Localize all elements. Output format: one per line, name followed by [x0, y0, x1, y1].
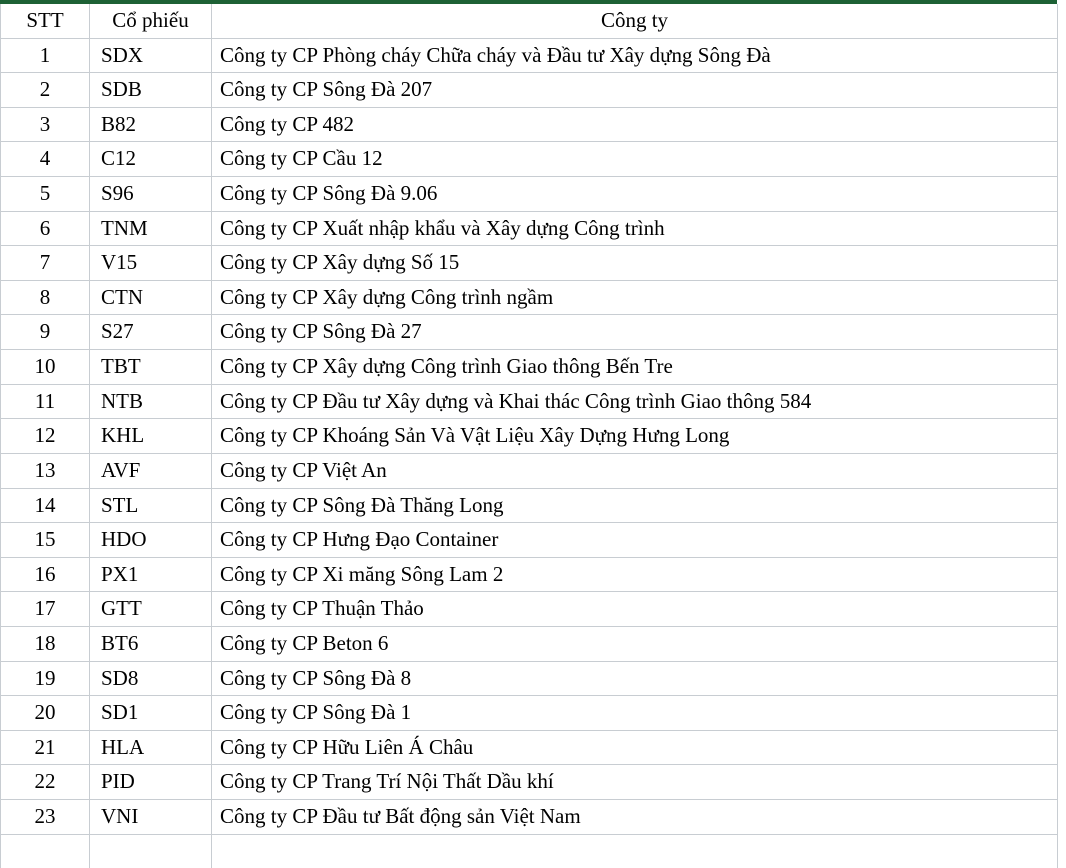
cell-company: Công ty CP Hữu Liên Á Châu [212, 730, 1058, 765]
cell-symbol: S96 [90, 177, 212, 212]
cell-symbol: KHL [90, 419, 212, 454]
cell-stt: 18 [1, 626, 90, 661]
table-row [1, 523, 1058, 558]
cell-symbol: AVF [90, 453, 212, 488]
cell-stt: 14 [1, 488, 90, 523]
table-row [1, 661, 1058, 696]
table-row [1, 211, 1058, 246]
cell-company: Công ty CP Sông Đà 27 [212, 315, 1058, 350]
cell-stt: 23 [1, 800, 90, 835]
table-row [1, 419, 1058, 454]
table-row [1, 350, 1058, 385]
cell-company: Công ty CP 482 [212, 107, 1058, 142]
cell-company [212, 834, 1058, 868]
cell-stt: 19 [1, 661, 90, 696]
cell-company: Công ty CP Xây dựng Công trình ngầm [212, 280, 1058, 315]
cell-symbol: CTN [90, 280, 212, 315]
table-row [1, 38, 1058, 73]
column-header-stt: STT [1, 4, 90, 38]
cell-company: Công ty CP Xuất nhập khẩu và Xây dựng Công trình [212, 211, 1058, 246]
cell-stt: 4 [1, 142, 90, 177]
cell-stt: 2 [1, 73, 90, 108]
cell-symbol: S27 [90, 315, 212, 350]
cell-stt: 16 [1, 557, 90, 592]
cell-symbol: C12 [90, 142, 212, 177]
table-row [1, 142, 1058, 177]
cell-company: Công ty CP Xi măng Sông Lam 2 [212, 557, 1058, 592]
table-row [1, 177, 1058, 212]
cell-symbol: TNM [90, 211, 212, 246]
cell-symbol: B82 [90, 107, 212, 142]
cell-symbol: SDB [90, 73, 212, 108]
cell-company: Công ty CP Sông Đà 8 [212, 661, 1058, 696]
cell-company: Công ty CP Xây dựng Số 15 [212, 246, 1058, 281]
cell-symbol: NTB [90, 384, 212, 419]
cell-symbol: BT6 [90, 626, 212, 661]
cell-stt: 9 [1, 315, 90, 350]
cell-symbol: VNI [90, 800, 212, 835]
cell-company: Công ty CP Hưng Đạo Container [212, 523, 1058, 558]
cell-company: Công ty CP Thuận Thảo [212, 592, 1058, 627]
cell-company: Công ty CP Đầu tư Xây dựng và Khai thác Công trình Giao thông 584 [212, 384, 1058, 419]
table-row [1, 453, 1058, 488]
cell-stt: 12 [1, 419, 90, 454]
top-rule-gap [1057, 0, 1066, 4]
cell-company: Công ty CP Sông Đà 207 [212, 73, 1058, 108]
table-row [1, 592, 1058, 627]
cell-symbol: SD8 [90, 661, 212, 696]
cell-stt: 15 [1, 523, 90, 558]
cell-symbol: TBT [90, 350, 212, 385]
cell-company: Công ty CP Sông Đà 1 [212, 696, 1058, 731]
table-row [1, 246, 1058, 281]
cell-stt: 13 [1, 453, 90, 488]
table-row [1, 834, 1058, 868]
cell-stt: 10 [1, 350, 90, 385]
cell-stt [1, 834, 90, 868]
cell-company: Công ty CP Việt An [212, 453, 1058, 488]
cell-symbol: STL [90, 488, 212, 523]
cell-symbol: SDX [90, 38, 212, 73]
table-row [1, 696, 1058, 731]
table-row [1, 280, 1058, 315]
table-row [1, 730, 1058, 765]
cell-company: Công ty CP Khoáng Sản Và Vật Liệu Xây Dựng Hưng Long [212, 419, 1058, 454]
cell-symbol: PID [90, 765, 212, 800]
cell-symbol: V15 [90, 246, 212, 281]
cell-company: Công ty CP Trang Trí Nội Thất Dầu khí [212, 765, 1058, 800]
table-body [1, 38, 1058, 868]
column-header-company: Công ty [212, 4, 1058, 38]
table-row [1, 626, 1058, 661]
cell-company: Công ty CP Phòng cháy Chữa cháy và Đầu tư Xây dựng Sông Đà [212, 38, 1058, 73]
cell-symbol: HDO [90, 523, 212, 558]
cell-symbol [90, 834, 212, 868]
cell-company: Công ty CP Sông Đà Thăng Long [212, 488, 1058, 523]
cell-symbol: PX1 [90, 557, 212, 592]
cell-stt: 17 [1, 592, 90, 627]
cell-company: Công ty CP Xây dựng Công trình Giao thông Bến Tre [212, 350, 1058, 385]
cell-symbol: GTT [90, 592, 212, 627]
cell-company: Công ty CP Beton 6 [212, 626, 1058, 661]
table-header [1, 4, 1058, 38]
cell-stt: 1 [1, 38, 90, 73]
table-header-row [1, 4, 1058, 38]
table-row [1, 765, 1058, 800]
column-header-symbol: Cổ phiếu [90, 4, 212, 38]
cell-stt: 22 [1, 765, 90, 800]
cell-symbol: SD1 [90, 696, 212, 731]
table-row [1, 315, 1058, 350]
cell-stt: 6 [1, 211, 90, 246]
cell-stt: 8 [1, 280, 90, 315]
table-row [1, 557, 1058, 592]
table-row [1, 384, 1058, 419]
cell-company: Công ty CP Sông Đà 9.06 [212, 177, 1058, 212]
cell-company: Công ty CP Cầu 12 [212, 142, 1058, 177]
table-row [1, 107, 1058, 142]
cell-stt: 5 [1, 177, 90, 212]
cell-stt: 20 [1, 696, 90, 731]
table-row [1, 800, 1058, 835]
cell-stt: 7 [1, 246, 90, 281]
cell-symbol: HLA [90, 730, 212, 765]
cell-company: Công ty CP Đầu tư Bất động sản Việt Nam [212, 800, 1058, 835]
cell-stt: 11 [1, 384, 90, 419]
cell-stt: 21 [1, 730, 90, 765]
table-row [1, 73, 1058, 108]
table-row [1, 488, 1058, 523]
cell-stt: 3 [1, 107, 90, 142]
stock-listing-table [0, 4, 1058, 868]
